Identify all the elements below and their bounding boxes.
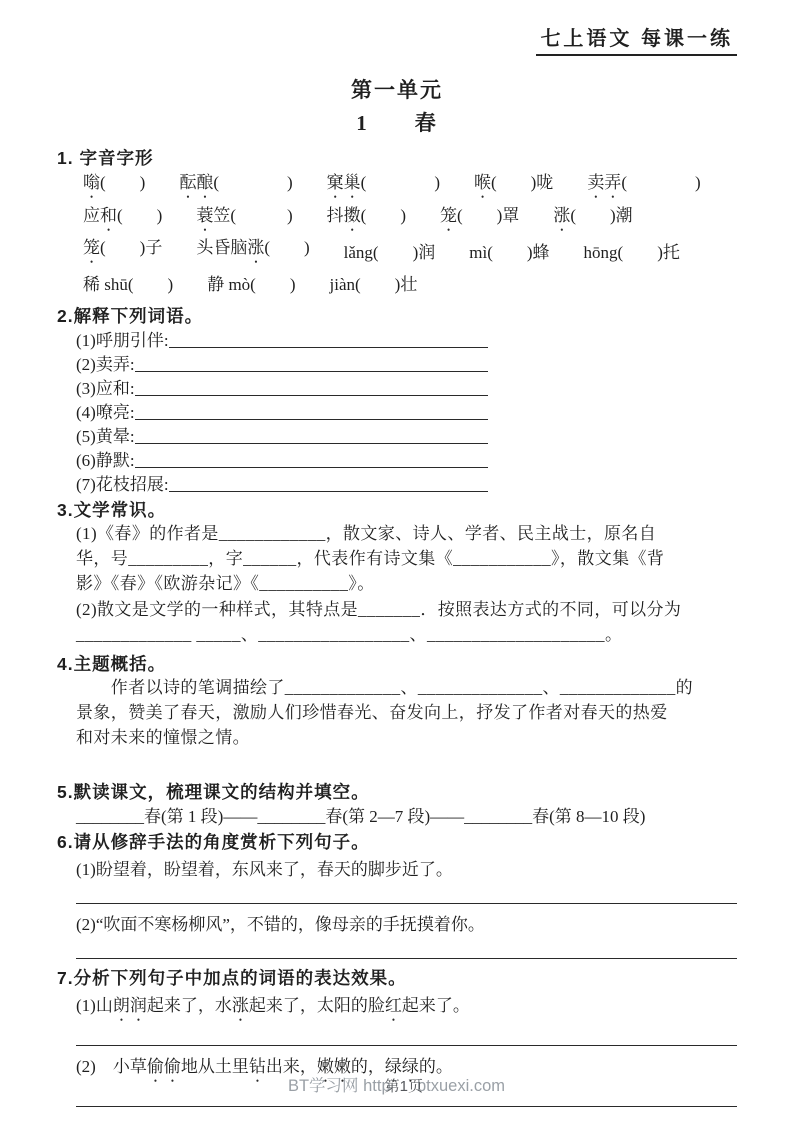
section-5-heading: 5.默读课文，梳理课文的结构并填空。: [57, 781, 370, 802]
phonetic-item: [327, 201, 406, 235]
text-run: ( ): [264, 238, 310, 258]
text-run: 地从土里: [180, 1056, 249, 1076]
text-run: 的。: [418, 1056, 453, 1076]
vocab-item: [76, 399, 488, 423]
vocab-item: [76, 471, 488, 495]
text-run: ( ): [100, 173, 146, 193]
unit-title: 第一单元: [351, 78, 443, 102]
section-4-heading: 4.主题概括。: [57, 654, 167, 675]
vocab-term: (1)呼朋引伴:: [76, 331, 169, 350]
emphasized-text: 喉: [473, 173, 491, 193]
paragraph-line: (1)《春》的作者是____________，散文家、诗人、学者、民主战士，原名自: [76, 524, 657, 543]
vocab-blank: [169, 491, 488, 492]
vocab-blank: [135, 371, 488, 372]
text-run: mì( )蜂: [469, 242, 550, 262]
emphasized-text: 钻: [248, 1056, 266, 1076]
text-run: ( ): [621, 173, 701, 193]
phonetic-item: [207, 270, 295, 295]
text-run: ( ): [117, 205, 163, 225]
phonetic-item: [83, 201, 162, 235]
phonetic-item: [440, 201, 519, 235]
vocab-term: (7)花枝招展:: [76, 475, 169, 494]
emphasized-text: 红: [384, 995, 402, 1015]
footer-watermark-left: BT学习网 http: [287, 1077, 391, 1095]
sentence-item: (2)“吹面不寒杨柳风”，不错的，像母亲的手抚摸着你。: [76, 914, 485, 934]
paragraph-line: 景象，赞美了春天，激励人们珍惜春光、奋发向上，抒发了作者对春天的热爱: [76, 703, 668, 723]
vocab-item: [76, 327, 488, 351]
text-run: ( ): [213, 173, 293, 193]
vocab-item: [76, 351, 488, 375]
text-run: 头昏脑: [196, 238, 248, 258]
phonetic-item: [587, 168, 700, 202]
text-run: ( )子: [100, 238, 163, 258]
text-run: (1)山: [76, 995, 113, 1015]
text-run: lǎng( )润: [343, 242, 436, 262]
vocab-exercise: [57, 327, 737, 495]
text-run: ( )咙: [490, 173, 554, 193]
vocab-item: [76, 375, 488, 399]
phonetic-item: [330, 270, 418, 295]
paragraph-line: 影》《春》《欧游杂记》《__________》。: [76, 574, 375, 594]
phonetic-item: [83, 270, 173, 295]
text-run: 笠( ): [213, 205, 293, 225]
section-1-heading: 1. 字音字形: [57, 148, 154, 168]
phonetic-item: [83, 168, 145, 202]
emphasized-text: 嫩嫩: [316, 1056, 351, 1076]
answer-line: [76, 1045, 737, 1046]
emphasized-text: 涨: [231, 995, 249, 1015]
phonetic-item: [196, 233, 309, 267]
section-7-heading: 7.分析下列句子中加点的词语的表达效果。: [57, 967, 407, 988]
phonetic-row: [83, 169, 737, 202]
answer-line: [76, 903, 737, 904]
answer-line: [76, 1106, 737, 1107]
phonetic-item: [344, 238, 436, 263]
phonetic-item: [474, 168, 553, 202]
emphasized-text: 笼: [439, 205, 457, 225]
paragraph-line: 华，号_________，字______，代表作有诗文集《___________》，散文集《背: [76, 549, 665, 569]
phonetic-row: [83, 267, 737, 300]
paragraph-line: 和对未来的憧憬之情。: [76, 728, 250, 748]
vocab-term: (4)嘹亮:: [76, 403, 135, 422]
emphasized-text: 窠巢: [326, 173, 361, 193]
emphasized-text: 涨: [247, 238, 265, 258]
emphasized-text: 笼: [83, 238, 100, 258]
paragraph-line: 作者以诗的笔调描绘了_____________、______________、_____________的: [76, 678, 693, 698]
vocab-item: [76, 423, 488, 447]
emphasized-text: 绿绿: [384, 1056, 419, 1076]
text-run: 的，: [350, 1056, 385, 1076]
phonetic-item: [179, 168, 292, 202]
text-run: 静 mò( ): [207, 275, 296, 295]
vocab-blank: [135, 467, 488, 468]
emphasized-text: 涨: [553, 205, 571, 225]
phonetic-item: [553, 201, 632, 235]
phonetic-item: [327, 168, 440, 202]
vocab-item: [76, 447, 488, 471]
answer-line: [76, 958, 737, 959]
lesson-title: 1 春: [356, 111, 438, 135]
phonetic-item: [584, 238, 680, 263]
vocab-term: (6)静默:: [76, 451, 135, 470]
paragraph-line: _____________ _____、_________________、____________________。: [76, 624, 623, 644]
sentence-item: (1)盼望着，盼望着，东风来了，春天的脚步近了。: [76, 859, 453, 879]
footer-watermark-right: btxuexi.com: [417, 1077, 506, 1095]
emphasized-text: 朗润: [112, 995, 147, 1015]
page-header: [57, 22, 737, 56]
text-run: jiàn( )壮: [329, 275, 418, 295]
phonetic-item: [469, 238, 549, 263]
page-number: 第1页: [384, 1078, 423, 1095]
section-2-heading: 2.解释下列词语。: [57, 306, 204, 326]
text-run: ( )罩: [456, 205, 520, 225]
emphasized-text: 擞: [343, 205, 361, 225]
phonetic-exercise: [57, 169, 737, 299]
text-run: ( ): [360, 173, 440, 193]
text-run: hōng( )托: [583, 242, 680, 262]
vocab-blank: [135, 395, 488, 396]
theme-summary: [57, 675, 737, 751]
footer: [0, 1072, 793, 1096]
vocab-blank: [135, 443, 488, 444]
vocab-term: (3)应和:: [76, 379, 135, 398]
text-run: 抖: [326, 205, 344, 225]
vocab-blank: [135, 419, 488, 420]
section-6-heading: 6.请从修辞手法的角度赏析下列句子。: [57, 831, 370, 852]
section-3-heading: 3.文学常识。: [57, 500, 167, 520]
text-run: ( )潮: [570, 205, 633, 225]
emphasized-text: 卖弄: [587, 173, 622, 193]
text-run: 稀 shū( ): [83, 275, 174, 295]
emphasized-text: 偷偷: [146, 1056, 181, 1076]
phonetic-row: [83, 202, 737, 235]
vocab-blank: [169, 347, 488, 348]
emphasized-text: 蓑: [196, 205, 214, 225]
emphasized-text: 和: [100, 205, 117, 225]
text-run: 应: [83, 205, 100, 225]
text-run: 起来了。: [401, 995, 470, 1015]
phonetic-item: [196, 201, 292, 235]
vocab-term: (2)卖弄:: [76, 355, 135, 374]
header-tag: 七上语文 每课一练: [536, 22, 737, 56]
text-run: 起来了，太阳的脸: [248, 995, 385, 1015]
phonetic-row: [83, 234, 737, 267]
emphasized-text: 酝酿: [179, 173, 214, 193]
text-run: ( ): [360, 205, 406, 225]
text-run: 出来，: [265, 1056, 317, 1076]
structure-fill-line: ________春(第 1 段)——________春(第 2—7 段)——________春(第 8—10 段): [76, 806, 646, 826]
emphasized-text: 嗡: [83, 173, 100, 193]
sentence-item: [76, 993, 737, 1025]
paragraph-line: (2)散文是文学的一种样式，其特点是_______．按照表达方式的不同，可以分为: [76, 599, 682, 619]
literary-knowledge: [57, 521, 737, 647]
vocab-term: (5)黄晕:: [76, 427, 135, 446]
text-run: 起来了，水: [146, 995, 232, 1015]
phonetic-item: [83, 233, 162, 267]
text-run: (2) 小草: [76, 1056, 147, 1076]
